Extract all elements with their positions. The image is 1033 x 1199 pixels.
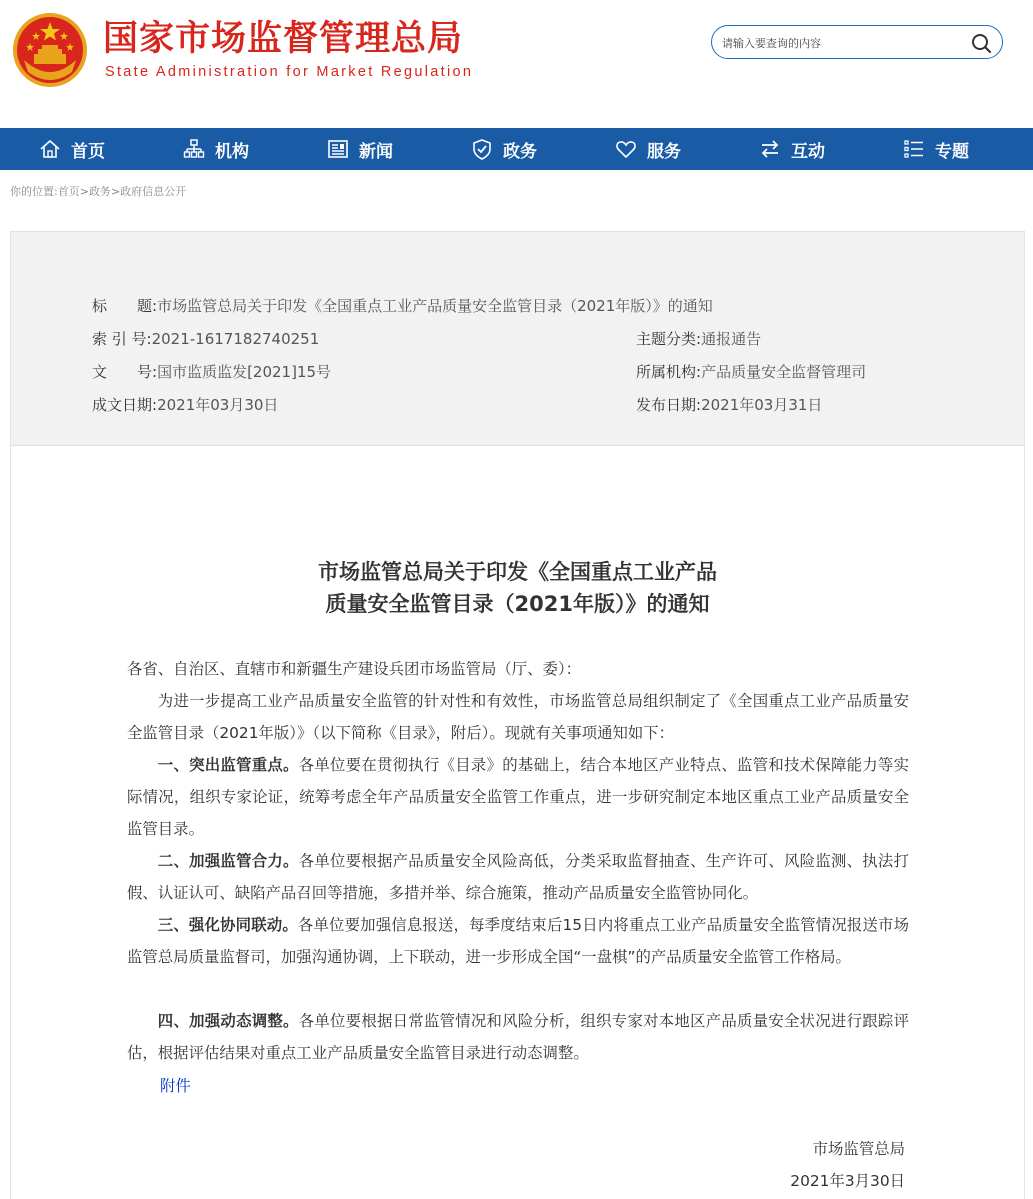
nav-item-organization[interactable] (144, 128, 288, 170)
nav-item-interaction[interactable] (720, 128, 864, 170)
info-agency-row (636, 362, 866, 382)
item-heading: 三、强化协同联动。 (157, 916, 298, 934)
info-title-value: 市场监管总局关于印发《全国重点工业产品质量安全监管目录（2021年版）》的通知 (157, 297, 713, 315)
breadcrumb (10, 183, 186, 199)
org-chart-icon (183, 138, 205, 160)
article-title-line-1: 市场监管总局关于印发《全国重点工业产品 (318, 560, 717, 584)
site-header (0, 0, 1033, 128)
article-signature: 市场监管总局 (812, 1140, 905, 1158)
info-published-value: 2021年03月31日 (701, 396, 823, 414)
article-intro: 为进一步提高工业产品质量安全监管的针对性和有效性，市场监管总局组织制定了《全国重点工业产品质量安全监管目录（2021年版）》（以下简称《目录》，附后）。现就有关事项通知如下： (127, 692, 909, 742)
search-box (711, 25, 1003, 59)
info-title-row (92, 296, 713, 316)
article-item-3 (127, 909, 909, 973)
site-title-english[interactable]: State Administration for Market Regulation (105, 64, 474, 80)
info-created-row (92, 395, 278, 415)
info-docno-label: 文 号: (92, 363, 158, 381)
item-heading: 四、加强动态调整。 (157, 1012, 299, 1030)
breadcrumb-separator: > (79, 185, 89, 198)
search-icon[interactable] (970, 32, 992, 54)
article-item-2 (127, 845, 909, 909)
exchange-arrows-icon (759, 138, 781, 160)
info-topic-value: 通报通告 (701, 330, 762, 348)
item-text: 各单位要加强信息报送，每季度结束后15日内将重点工业产品质量安全监管情况报送市场监管总局质量监督司，加强沟通协调，上下联动，进一步形成全国“一盘棋”的产品质量安全监管工作格局。 (127, 916, 909, 966)
nav-label: 专题 (935, 141, 969, 162)
nav-item-topics[interactable] (864, 128, 1008, 170)
info-created-label: 成文日期: (92, 396, 158, 414)
attachment-link[interactable]: 附件 (160, 1077, 191, 1095)
info-docno-row (92, 362, 331, 382)
nav-label: 新闻 (359, 141, 393, 162)
news-icon (327, 138, 349, 160)
article-item-4 (127, 1005, 909, 1069)
site-title[interactable]: 国家市场监督管理总局 (103, 19, 464, 59)
item-text: 各单位要根据产品质量安全风险高低，分类采取监督抽查、生产许可、风险监测、执法打假、认证认可、缺陷产品召回等措施，多措并举、综合施策，推动产品质量安全监管协同化。 (127, 852, 909, 902)
breadcrumb-info-disclosure-link[interactable]: 政府信息公开 (120, 185, 187, 198)
info-title-label: 标 题: (92, 297, 158, 315)
main-nav (0, 128, 1033, 170)
nav-label: 互动 (791, 141, 825, 162)
info-index-row (92, 329, 319, 349)
nav-item-news[interactable] (288, 128, 432, 170)
search-input[interactable] (722, 33, 962, 53)
info-published-row (636, 395, 822, 415)
nav-label: 机构 (215, 141, 249, 162)
item-heading: 二、加强监管合力。 (157, 852, 299, 870)
info-created-value: 2021年03月30日 (157, 396, 279, 414)
info-index-label: 索 引 号: (92, 330, 152, 348)
info-agency-label: 所属机构: (636, 363, 702, 381)
article-salutation: 各省、自治区、直辖市和新疆生产建设兵团市场监管局（厅、委）： (127, 660, 582, 678)
item-text: 各单位要根据日常监管情况和风险分析，组织专家对本地区产品质量安全状况进行跟踪评估，根据评估结果对重点工业产品质量安全监管目录进行动态调整。 (127, 1012, 909, 1062)
nav-label: 政务 (503, 141, 537, 162)
article-title-line-2: 质量安全监管目录（2021年版）》的通知 (325, 592, 710, 616)
breadcrumb-home-link[interactable]: 首页 (57, 185, 80, 198)
article-item-1 (127, 749, 909, 845)
nav-item-home[interactable] (0, 128, 144, 170)
info-agency-value: 产品质量安全监督管理司 (701, 363, 867, 381)
info-index-value: 2021-1617182740251 (151, 330, 320, 348)
home-icon (39, 138, 61, 160)
nav-label: 首页 (71, 141, 105, 162)
breadcrumb-separator: > (110, 185, 121, 198)
shield-check-icon (471, 138, 493, 160)
national-emblem-icon[interactable] (12, 12, 88, 88)
article-date: 2021年3月30日 (790, 1172, 905, 1190)
nav-item-government-affairs[interactable] (432, 128, 576, 170)
nav-item-services[interactable] (576, 128, 720, 170)
heart-icon (615, 138, 637, 160)
item-text: 各单位要在贯彻执行《目录》的基础上，结合本地区产业特点、监管和技术保障能力等实际情况，组织专家论证，统筹考虑全年产品质量安全监管工作重点，进一步研究制定本地区重点工业产品质量安全监管目录。 (127, 756, 909, 838)
breadcrumb-prefix: 你的位置: (10, 185, 58, 198)
info-docno-value: 国市监质监发[2021]15号 (157, 363, 332, 381)
item-heading: 一、突出监管重点。 (157, 756, 299, 774)
info-topic-row (636, 329, 761, 349)
nav-label: 服务 (647, 141, 681, 162)
info-published-label: 发布日期: (636, 396, 702, 414)
list-icon (903, 138, 925, 160)
info-topic-label: 主题分类: (636, 330, 702, 348)
breadcrumb-affairs-link[interactable]: 政务 (88, 185, 111, 198)
